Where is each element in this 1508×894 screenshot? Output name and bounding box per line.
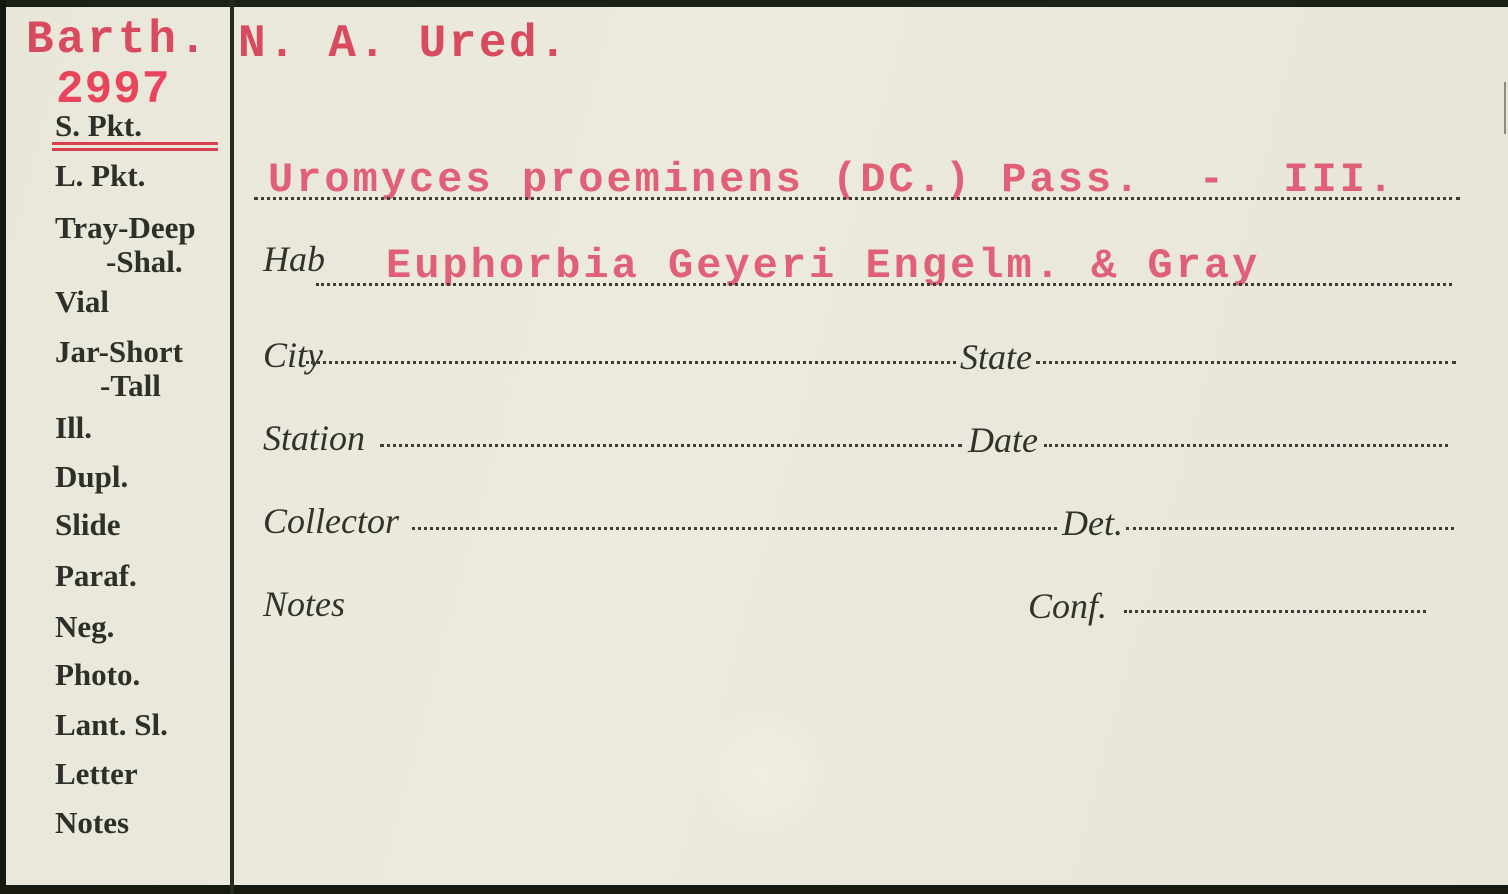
sidebar-item-neg: Neg. <box>55 609 115 644</box>
sidebar-item-tray-deep: Tray-Deep <box>55 210 196 245</box>
city-dotted-line <box>306 361 956 364</box>
date-dotted-line <box>1044 444 1448 447</box>
specimen-number-stamp: 2997 <box>56 64 171 116</box>
scan-artifact-mark <box>1504 82 1506 134</box>
s-pkt-red-underline-mark <box>52 142 218 151</box>
species-entry: Uromyces proeminens (DC.) Pass. - III. <box>268 156 1397 204</box>
scan-edge-left <box>0 0 6 894</box>
station-field-label: Station <box>263 418 366 458</box>
series-title-stamp: N. A. Ured. <box>238 18 570 70</box>
collector-field-label: Collector <box>263 501 399 541</box>
conf-dotted-line <box>1124 610 1426 613</box>
sidebar-item-l-pkt: L. Pkt. <box>55 158 146 193</box>
collector-dotted-line <box>412 527 1057 530</box>
collection-label-stamp: Barth. <box>26 14 210 66</box>
station-dotted-line <box>380 444 962 447</box>
hab-dotted-line <box>316 283 1452 286</box>
sidebar-item-letter: Letter <box>55 756 138 791</box>
state-field-label: State <box>960 337 1032 377</box>
notes-field-label: Notes <box>263 584 346 624</box>
host-entry: Euphorbia Geyeri Engelm. & Gray <box>386 242 1261 290</box>
column-divider-rule <box>230 0 234 894</box>
scan-edge-top <box>0 0 1508 7</box>
det-dotted-line <box>1126 527 1454 530</box>
conf-field-label: Conf. <box>1028 586 1108 626</box>
species-dotted-line <box>254 197 1460 200</box>
sidebar-item-ill: Ill. <box>55 410 93 445</box>
sidebar-item-vial: Vial <box>55 284 109 319</box>
det-field-label: Det. <box>1062 503 1123 543</box>
sidebar-item-s-pkt: S. Pkt. <box>55 108 142 143</box>
sidebar-item-slide: Slide <box>55 507 121 542</box>
sidebar-item-notes: Notes <box>55 805 130 840</box>
scan-edge-bottom <box>0 885 1508 894</box>
hab-field-label: Hab <box>263 239 325 279</box>
date-field-label: Date <box>968 420 1038 460</box>
sidebar-item-photo: Photo. <box>55 657 141 692</box>
sidebar-item-lant-sl: Lant. Sl. <box>55 707 168 742</box>
sidebar-item-dupl: Dupl. <box>55 459 129 494</box>
paper-stain <box>700 710 826 836</box>
sidebar-item-jar-tall: -Tall <box>100 368 161 403</box>
city-field-label: City <box>263 335 323 375</box>
state-dotted-line <box>1036 361 1456 364</box>
sidebar-item-tray-shal: -Shal. <box>106 244 183 279</box>
sidebar-item-paraf: Paraf. <box>55 558 137 593</box>
sidebar-item-jar-short: Jar-Short <box>55 334 183 369</box>
